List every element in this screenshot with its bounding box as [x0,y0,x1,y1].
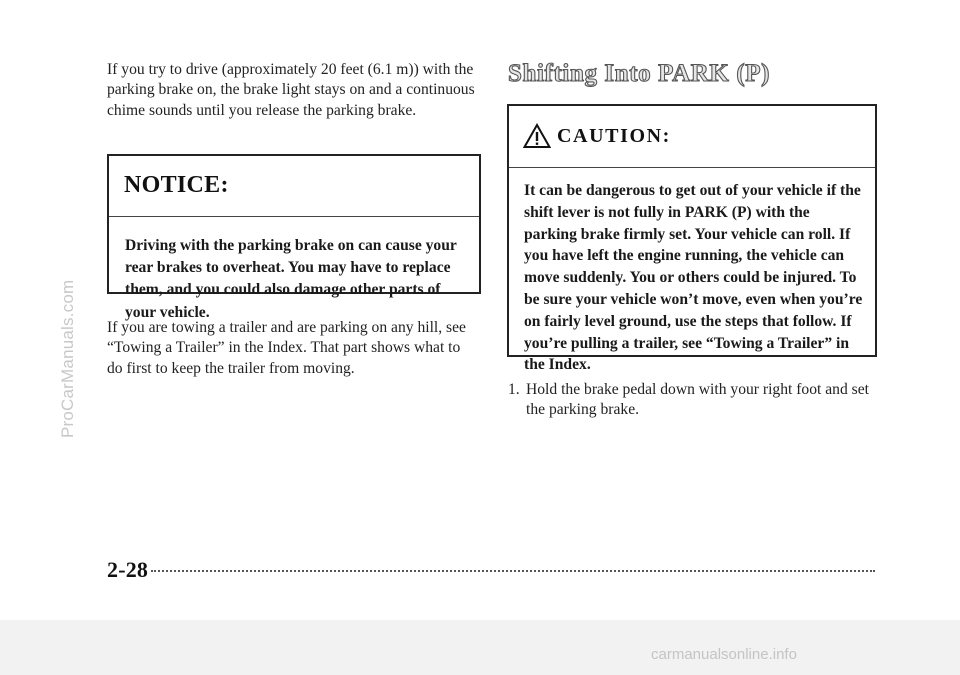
notice-box [107,154,481,321]
towing-paragraph: If you are towing a trailer and are parking on any hill, see “Towing a Trailer” in the Index. That part shows what to do first to keep the trailer from moving. [107,319,466,377]
caution-box [507,104,877,374]
page-number: 2-28 [107,557,149,582]
footer-rule [151,570,875,572]
caution-body: It can be dangerous to get out of your vehicle if the shift lever is not fully in PARK (P) with the parking brake firmly set. Your vehicle can roll. If you have left the engine running, the vehicle can move suddenly. You or others could be injured. To be sure your vehicle won’t move, even when you’re on fairly level ground, use the steps that follow. If you’re pulling a trailer, see “Towing a Trailer” in the Index. [524,182,863,374]
step-number: 1. [508,381,520,398]
caution-divider [509,167,875,168]
notice-body: Driving with the parking brake on can cause your rear brakes to overheat. You may have to replace them, and you could also damage other parts of your vehicle. [125,237,457,321]
caution-title: CAUTION: [557,125,671,147]
step-item [508,380,878,421]
step-list [508,380,878,421]
warning-triangle-icon [523,123,551,149]
bottom-watermark: carmanualsonline.info [651,646,797,663]
parking-brake-intro-paragraph: If you try to drive (approximately 20 feet (6.1 m)) with the parking brake on, the brake light stays on and a continuous chime sounds until you release the parking brake. [107,61,475,119]
section-title: Shifting Into PARK (P) [508,60,771,87]
notice-divider [109,216,479,217]
step-text: Hold the brake pedal down with your right foot and set the parking brake. [526,381,869,419]
side-watermark: ProCarManuals.com [58,279,77,438]
notice-title: NOTICE: [124,172,229,198]
